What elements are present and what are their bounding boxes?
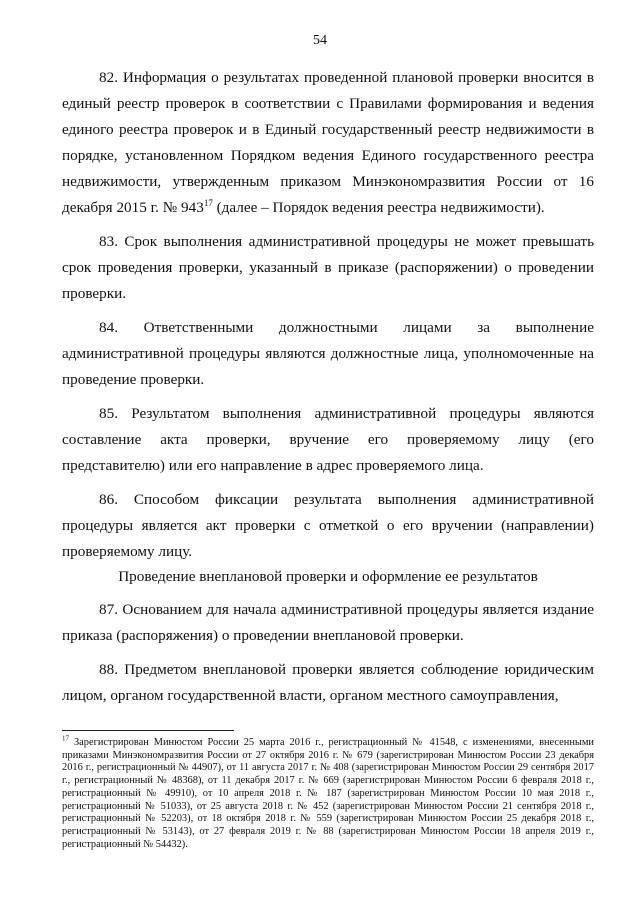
paragraph-86: 86. Способом фиксации результата выполнения административной процедуры является акт проверки с отметкой о его вручении (направлении) проверяемому лицу. bbox=[62, 491, 594, 560]
paragraph-82-text: 82. Информация о результатах проведенной плановой проверки вносится в единый реестр проверок в соответствии с Правилами формирования и ведения единого реестра проверок и в Единый государственный реестр недвижимости в порядке, установленном Порядком ведения Единого государственного реестра недвижимости, утвержденным приказом Минэкономразвития России от 16 декабря 2015 г. № 943 bbox=[62, 69, 594, 216]
main-text-block-top bbox=[62, 65, 594, 565]
footnote-text: Зарегистрирован Минюстом России 25 марта 2016 г., регистрационный № 41548, с изменениями, внесенными приказами Минэкономразвития России от 27 октября 2016 г. № 679 (зарегистрирован Минюстом России 23 декабря 2016 г., регистрационный № 44907), от 11 августа 2017 г. № 408 (зарегистрирован Минюстом России 29 сентября 2017 г., регистрационный № 48368), от 11 декабря 2017 г. № 669 (зарегистрирован Минюстом России 6 февраля 2018 г., регистрационный № 49910), от 10 апреля 2018 г. № 187 (зарегистрирован Минюстом России 10 мая 2018 г., регистрационный № 51033), от 25 августа 2018 г. № 452 (зарегистрирован Минюстом России 21 сентября 2018 г., регистрационный № 52203), от 18 октября 2018 г. № 559 (зарегистрирован Минюстом России 25 декабря 2018 г., регистрационный № 53143), от 27 февраля 2019 г. № 88 (зарегистрирован Минюстом России 18 апреля 2019 г., регистрационный № 54432). bbox=[62, 737, 594, 850]
page-number: 54 bbox=[313, 33, 327, 48]
paragraph-83: 83. Срок выполнения административной процедуры не может превышать срок проведения проверки, указанный в приказе (распоряжении) о проведении проверки. bbox=[62, 233, 594, 302]
main-text-block-bottom bbox=[62, 597, 594, 709]
paragraph-84: 84. Ответственными должностными лицами за выполнение административной процедуры являются должностные лица, уполномоченные на проведение проверки. bbox=[62, 319, 594, 388]
paragraph-82 bbox=[62, 65, 594, 221]
section-heading: Проведение внеплановой проверки и оформление ее результатов bbox=[118, 568, 538, 585]
footnote-17 bbox=[62, 734, 594, 851]
footnote-separator bbox=[62, 730, 234, 731]
footnote-marker: 17 bbox=[62, 734, 69, 743]
paragraph-85: 85. Результатом выполнения административной процедуры являются составление акта проверки, вручение его проверяемому лицу (его представителю) или его направление в адрес проверяемого лица. bbox=[62, 405, 594, 474]
paragraph-88: 88. Предметом внеплановой проверки является соблюдение юридическим лицом, органом государственной власти, органом местного самоуправления, bbox=[62, 661, 594, 704]
paragraph-87: 87. Основанием для начала административной процедуры является издание приказа (распоряжения) о проведении внеплановой проверки. bbox=[62, 601, 594, 644]
paragraph-82-tail: (далее – Порядок ведения реестра недвижимости). bbox=[212, 199, 545, 216]
footnote-reference-17: 17 bbox=[203, 197, 213, 208]
